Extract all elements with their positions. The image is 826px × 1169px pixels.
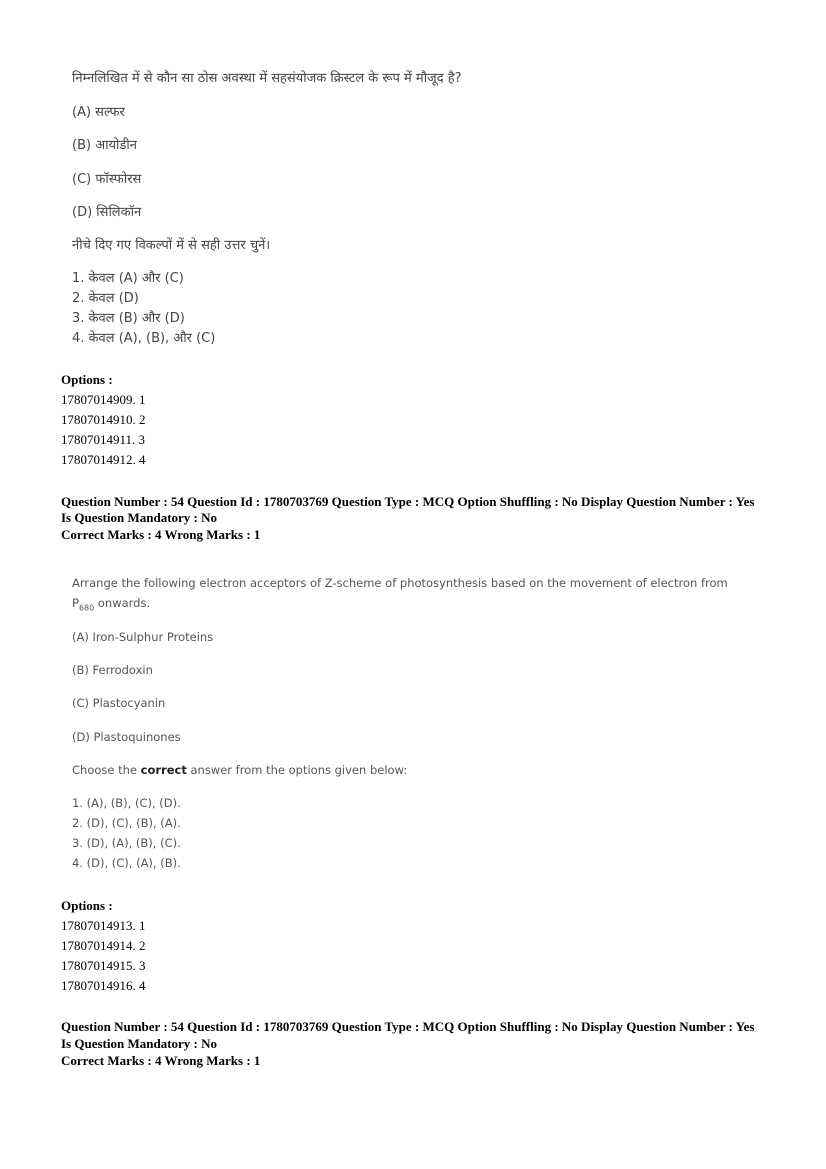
option-line: 17807014911. 3: [61, 432, 146, 447]
question-mandatory: Is Question Mandatory : No: [61, 510, 218, 525]
question-53-stem: निम्नलिखित में से कौन सा ठोस अवस्था में सहसंयोजक क्रिस्टल के रूप में मौजूद है?: [72, 71, 462, 86]
option-line: 17807014915. 3: [61, 958, 146, 973]
question-mandatory: Is Question Mandatory : No: [61, 1036, 218, 1051]
question-54-answer-2: 2. (D), (C), (B), (A).: [72, 816, 181, 830]
question-53-answer-2: 2. केवल (D): [72, 291, 139, 306]
question-54-answer-3: 3. (D), (A), (B), (C).: [72, 836, 181, 850]
question-54-item-d: (D) Plastoquinones: [72, 730, 181, 744]
question-marks: Correct Marks : 4 Wrong Marks : 1: [61, 1053, 261, 1068]
question-53-item-d: (D) सिलिकॉन: [72, 205, 142, 220]
question-54-stem-cont: $P_{680}$ onwards.: [72, 596, 151, 613]
option-line: 17807014913. 1: [61, 918, 146, 933]
question-53-answer-3: 3. केवल (B) और (D): [72, 311, 185, 326]
question-53-item-a: (A) सल्फर: [72, 105, 125, 120]
question-54-instruction: Choose the correct answer from the options given below:: [72, 763, 408, 777]
option-line: 17807014909. 1: [61, 392, 146, 407]
options-heading: Options :: [61, 372, 113, 387]
question-54-answer-1: 1. (A), (B), (C), (D).: [72, 796, 181, 810]
question-53-instruction: नीचे दिए गए विकल्पों में से सही उत्तर चुनें।: [72, 238, 271, 253]
question-53-answer-4: 4. केवल (A), (B), और (C): [72, 331, 216, 346]
question-meta-line: Question Number : 54 Question Id : 1780703769 Question Type : MCQ Option Shuffling : No Display Question Number : Yes: [61, 494, 755, 509]
question-meta-line: Question Number : 54 Question Id : 1780703769 Question Type : MCQ Option Shuffling : No Display Question Number : Yes: [61, 1019, 755, 1034]
option-line: 17807014916. 4: [61, 978, 146, 993]
question-54-item-a: (A) Iron-Sulphur Proteins: [72, 630, 214, 644]
question-53-answer-1: 1. केवल (A) और (C): [72, 271, 184, 286]
question-54-stem: Arrange the following electron acceptors of Z-scheme of photosynthesis based on the movement of electron from: [72, 576, 728, 590]
option-line: 17807014914. 2: [61, 938, 146, 953]
options-heading: Options :: [61, 898, 113, 913]
question-54-item-c: (C) Plastocyanin: [72, 696, 166, 710]
question-53-item-c: (C) फॉस्फोरस: [72, 172, 142, 187]
question-54-item-b: (B) Ferrodoxin: [72, 663, 153, 677]
question-54-answer-4: 4. (D), (C), (A), (B).: [72, 856, 181, 870]
question-53-item-b: (B) आयोडीन: [72, 138, 137, 153]
option-line: 17807014910. 2: [61, 412, 146, 427]
question-marks: Correct Marks : 4 Wrong Marks : 1: [61, 527, 261, 542]
option-line: 17807014912. 4: [61, 452, 146, 467]
